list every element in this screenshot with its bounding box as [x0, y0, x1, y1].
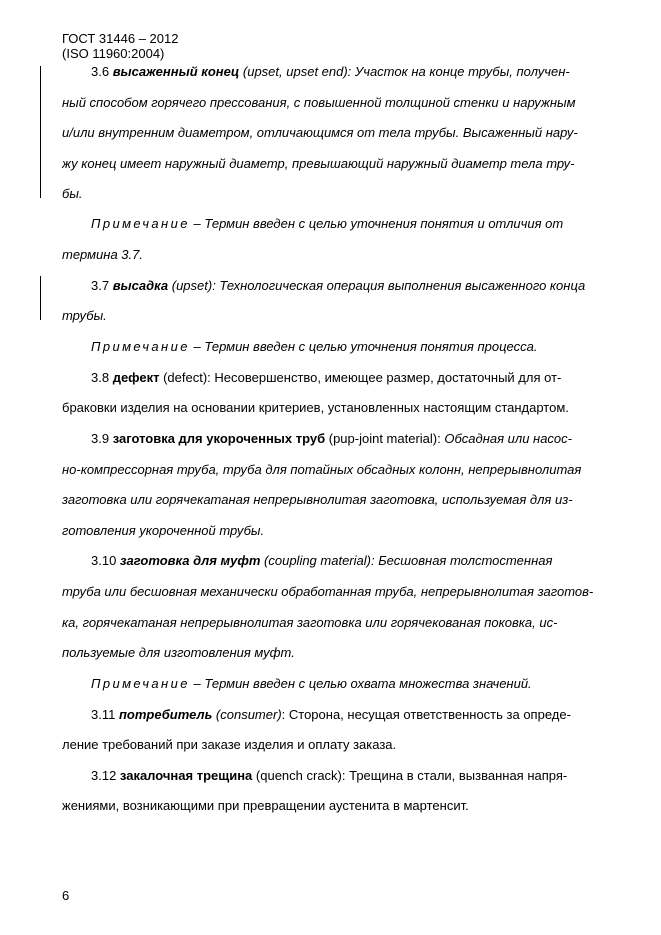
text-segment: жениями, возникающими при превращении аустенита в мартенсит.	[62, 798, 469, 813]
text-segment: 3.12	[91, 768, 120, 783]
text-segment: Обсадная или насос-	[444, 431, 572, 446]
text-segment: готовления укороченной трубы.	[62, 523, 265, 538]
text-segment: 3.10	[91, 553, 120, 568]
text-segment: Примечание	[91, 339, 190, 354]
text-segment: труба или бесшовная механически обработанная труба, непрерывнолитая заготов-	[62, 584, 594, 599]
text-segment: но-компрессорная труба, труба для потайных обсадных колонн, непрерывнолитая	[62, 462, 582, 477]
text-line	[62, 492, 573, 508]
text-segment: закалочная трещина	[119, 768, 253, 783]
text-segment: Примечание	[91, 676, 190, 691]
text-line	[91, 768, 567, 784]
text-segment: ный способом горячего прессования, с повышенной толщиной стенки и наружным	[62, 95, 576, 110]
page-number: 6	[62, 888, 70, 903]
text-segment: заготовка или горячекатаная непрерывнолитая заготовка, используемая для из-	[62, 492, 573, 507]
text-segment: 3.8	[91, 370, 113, 385]
text-line	[91, 707, 571, 723]
text-segment: 3.6	[91, 64, 113, 79]
text-line	[62, 645, 295, 661]
text-line	[62, 125, 578, 141]
text-segment: термина 3.7.	[62, 247, 143, 262]
text-line	[62, 156, 575, 172]
text-segment: 3.7	[91, 278, 113, 293]
text-segment: ка, горячекатаная непрерывнолитая заготовка или горячекованая поковка, ис-	[62, 615, 558, 630]
text-line	[62, 615, 557, 631]
text-segment: (pup-joint material):	[325, 431, 445, 446]
text-segment: : Сторона, несущая ответственность за опреде-	[281, 707, 571, 722]
text-segment: бы.	[62, 186, 83, 201]
text-line	[91, 431, 572, 447]
text-segment: – Термин введен с целью уточнения понятия процесса.	[189, 339, 538, 354]
text-segment: заготовка для муфт	[119, 553, 261, 568]
note-line	[91, 216, 563, 232]
text-segment: трубы.	[62, 308, 107, 323]
document-header	[62, 31, 178, 61]
text-segment: (coupling material): Бесшовная толстостенная	[260, 553, 553, 568]
text-segment: и/или внутренним диаметром, отличающимся от тела трубы. Высаженный нару-	[62, 125, 578, 140]
text-segment: (quench crack): Трещина в стали, вызванная напря-	[252, 768, 568, 783]
text-line	[62, 462, 581, 478]
text-line	[91, 370, 561, 386]
note-line	[91, 339, 537, 355]
iso-designation: (ISO 11960:2004)	[62, 46, 165, 61]
text-line	[62, 95, 575, 111]
text-line	[91, 553, 552, 569]
text-segment: (upset, upset end): Участок на конце трубы, получен-	[239, 64, 570, 79]
text-line	[62, 400, 569, 416]
text-segment: (upset): Технологическая операция выполнения высаженного конца	[168, 278, 586, 293]
text-segment: браковки изделия на основании критериев, установленных настоящим стандартом.	[62, 400, 569, 415]
text-line	[91, 278, 585, 294]
text-segment: (defect): Несовершенство, имеющее размер, достаточный для от-	[159, 370, 562, 385]
text-segment: (consumer)	[212, 707, 282, 722]
text-segment: потребитель	[118, 707, 213, 722]
text-line	[62, 737, 396, 753]
text-segment: пользуемые для изготовления муфт.	[62, 645, 295, 660]
text-line	[62, 523, 264, 539]
text-line	[91, 64, 570, 80]
text-segment: дефект	[112, 370, 160, 385]
text-segment: – Термин введен с целью уточнения понятия и отличия от	[189, 216, 564, 231]
text-line	[62, 798, 469, 814]
note-line	[91, 676, 532, 692]
standard-designation: ГОСТ 31446 – 2012	[62, 31, 179, 46]
text-line	[62, 308, 107, 324]
text-segment: – Термин введен с целью охвата множества значений.	[189, 676, 532, 691]
text-line	[62, 186, 83, 202]
text-segment: ление требований при заказе изделия и оплату заказа.	[62, 737, 397, 752]
text-segment: Примечание	[91, 216, 190, 231]
text-segment: высаженный конец	[112, 64, 240, 79]
text-segment: 3.9	[91, 431, 113, 446]
change-bar	[40, 276, 41, 320]
text-segment: жу конец имеет наружный диаметр, превышающий наружный диаметр тела тру-	[62, 156, 575, 171]
text-segment: 3.11	[91, 707, 119, 722]
change-bar	[40, 66, 41, 198]
text-segment: высадка	[112, 278, 169, 293]
text-line	[62, 584, 593, 600]
text-segment: заготовка для укороченных труб	[112, 431, 326, 446]
note-line	[62, 247, 143, 263]
